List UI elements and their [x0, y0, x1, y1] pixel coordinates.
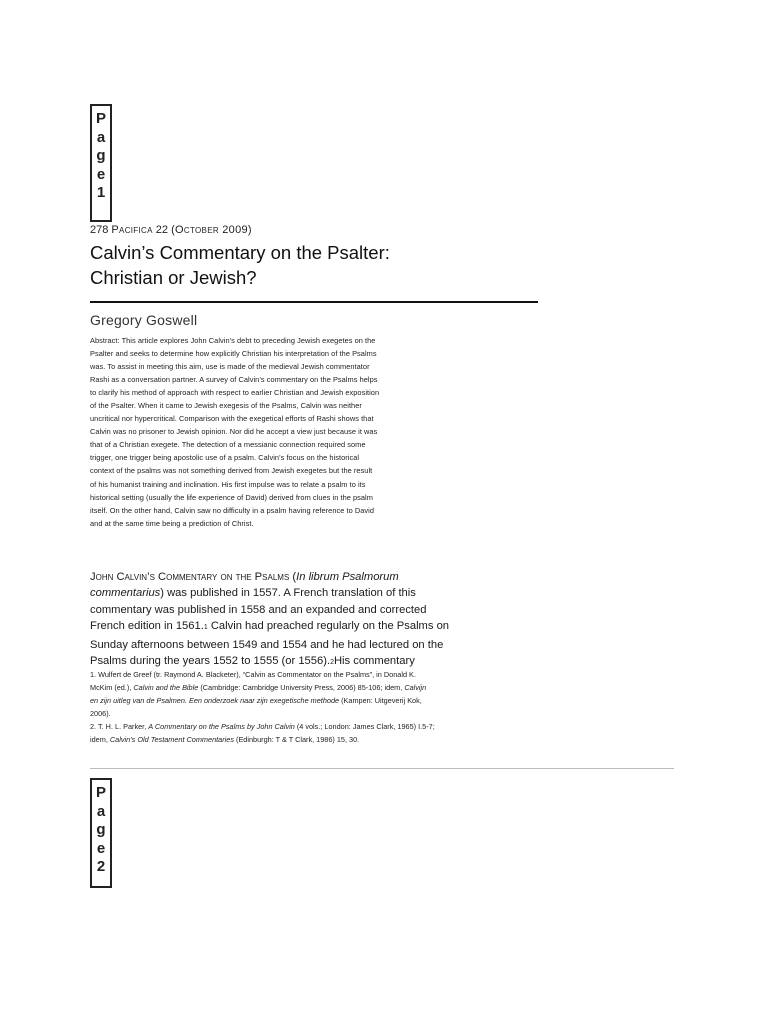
footnote-1-title: Calvin and the Bible	[133, 682, 199, 692]
body-text	[90, 569, 450, 671]
page-marker-letter: g	[96, 821, 106, 838]
footnote-2-title: Calvin’s Old Testament Commentaries	[109, 734, 234, 744]
footnote-2-text: 2. T. H. L. Parker,	[90, 721, 149, 731]
page-divider	[90, 768, 674, 769]
page-marker-1	[90, 104, 112, 222]
article-title-line2: Christian or Jewish?	[90, 267, 257, 288]
abstract	[90, 334, 380, 530]
footnotes	[90, 669, 435, 746]
journal-date: (October 2009)	[171, 224, 252, 236]
footnote-1	[90, 669, 435, 721]
footnote-2-text: (4 vols.; London: James Clark, 1965) I.5-7; idem,	[90, 721, 435, 744]
author-name: Gregory Goswell	[90, 312, 198, 328]
footnote-2-title: A Commentary on the Psalms by John Calvin	[148, 721, 295, 731]
footnote-1-title: Calvijn en zijn uitleg van de Psalmen. Een onderzoek naar zijn exegetische methode	[90, 682, 427, 705]
body-paragraph: John Calvin’s Commentary on the Psalms (In librum Psalmorum commentarius) was published in 1557. A French translation of this commentary was published in 1558 and an expanded and corrected French edition in 1561.1 Calvin had preached regularly on the Psalms on Sunday afternoons between 1549 and 1554 and he had lectured on the Psalms during the years 1552 to 1555 (or 1556).2His commentary	[90, 571, 450, 668]
latin-title: In librum Psalmorum commentarius	[90, 571, 399, 600]
journal-meta	[90, 224, 252, 236]
page-number: 278	[90, 224, 109, 236]
body-lead-caps: John Calvin’s Commentary on the P	[90, 571, 263, 583]
footnote-1-text: (Kampen: Uitgeverij Kok, 2006).	[90, 695, 422, 718]
page-marker-letter: g	[96, 147, 106, 164]
abstract-text: Abstract: This article explores John Calvin’s debt to preceding Jewish exegetes on the Psalter and seeks to determine how explicitly Christian his interpretation of the Psalms was. To assist in meeting this aim, use is made of the medieval Jewish commentator Rashi as a conversation partner. A survey of Calvin’s commentary on the Psalms helps to clarify his method of approach with respect to earlier Christian and Jewish exposition of the Psalter. When it came to Jewish exegesis of the Psalms, Calvin was neither uncritical nor hypercritical. Comparison with the exegetical efforts of Rashi shows that Calvin was no prisoner to Jewish opinion. Nor did he accept a view just because it was that of a Christian exegete. The detection of a messianic connection required some trigger, one trigger being apostolic use of a psalm. Calvin’s focus on the historical context of the psalms was not something derived from Jewish exegetes but the result of his humanist training and inclination. His first impulse was to relate a psalm to its historical setting (usually the life experience of David) derived from clues in the psalm itself. On the other hand, Calvin saw no difficulty in a psalm having reference to David and at the same time being a prediction of Christ.	[90, 336, 380, 528]
page-marker-letter: P	[95, 110, 106, 127]
article-title	[90, 240, 550, 290]
body-lead-caps-rest: salms	[262, 571, 290, 583]
article-title-line1: Calvin’s Commentary on the Psalter:	[90, 242, 390, 263]
footnote-ref-2[interactable]: 2	[330, 659, 334, 667]
body-text-end: His commentary	[333, 655, 415, 668]
page-marker-letter: e	[96, 839, 106, 857]
body-text-mid: Calvin had preached regularly on the Psalms on Sunday afternoons between 1549 and 1554 and he had lectured on the Psalms during the years 1552 to 1555 (or 1556).	[90, 620, 450, 668]
page-marker-letter: P	[95, 784, 106, 801]
footnote-1-text: 1. Wulfert de Greef (tr. Raymond A. Blacketer), “Calvin as Commentator on the Psalms”, in Donald K. McKim (ed.),	[90, 670, 416, 692]
page-marker-number: 2	[96, 858, 106, 875]
page-marker-2	[90, 778, 112, 888]
journal-volume: 22	[155, 224, 169, 236]
body-text-after-title: ) was published in 1557. A French translation of this commentary was published in 1558 and an expanded and corrected French edition in 1561.	[90, 587, 427, 633]
footnote-1-text: (Cambridge: Cambridge University Press, 2006) 85-106; idem,	[198, 682, 405, 692]
page-marker-letter: a	[96, 802, 106, 820]
title-rule	[90, 301, 538, 303]
page-marker-number: 1	[96, 184, 106, 201]
footnote-ref-1[interactable]: 1	[203, 624, 208, 632]
page-marker-letter: e	[96, 165, 106, 183]
footnote-2	[90, 721, 435, 747]
page-marker-letter: a	[96, 128, 106, 146]
footnote-2-text: (Edinburgh: T & T Clark, 1986) 15, 30.	[233, 734, 360, 744]
journal-name: Pacifica	[111, 224, 153, 236]
